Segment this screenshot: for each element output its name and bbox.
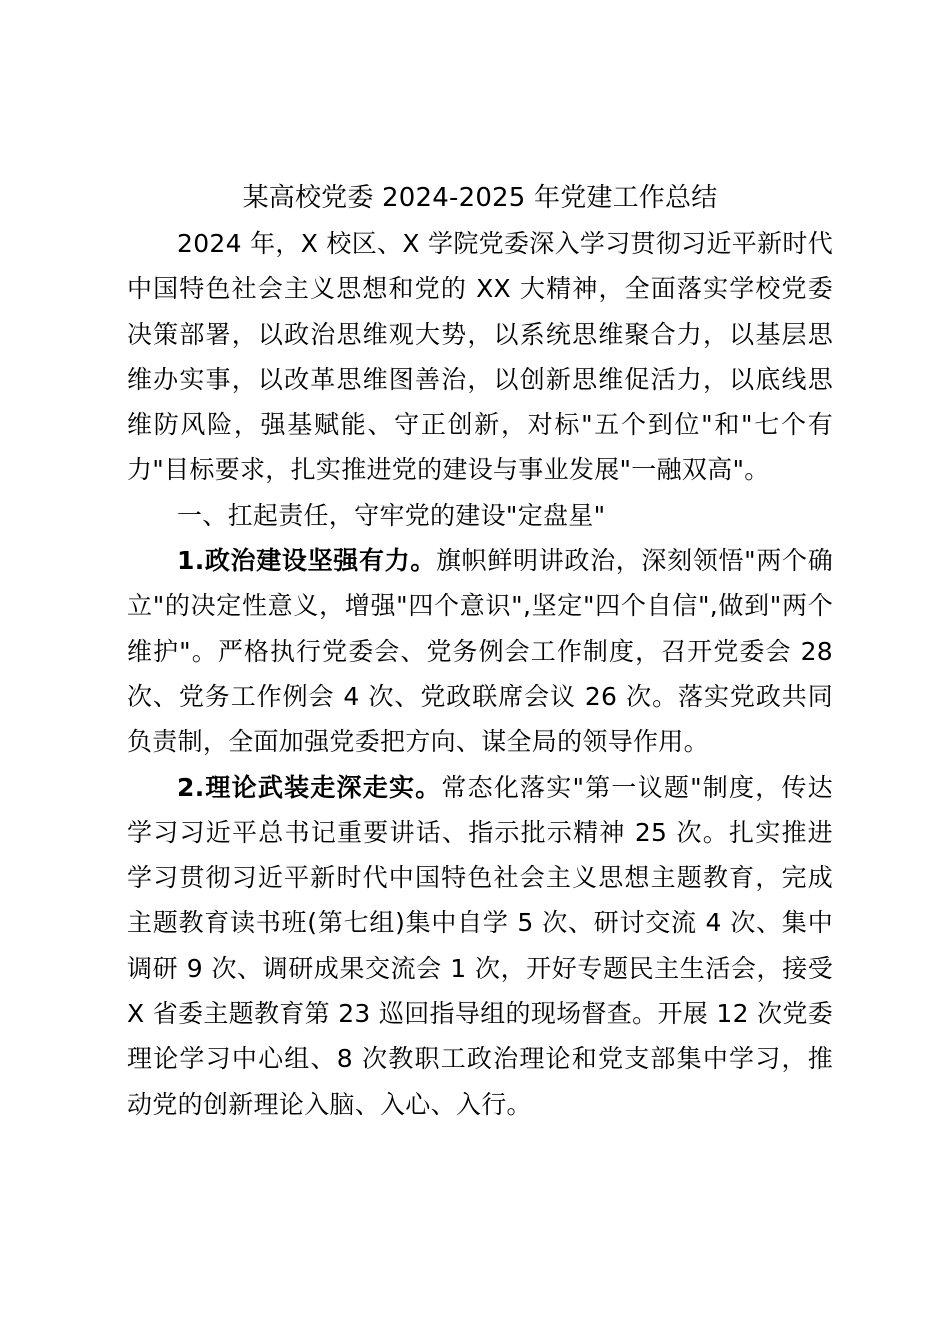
intro-paragraph: 2024 年，X 校区、X 学院党委深入学习贯彻习近平新时代中国特色社会主义思想和党的 XX 大精神，全面落实学校党委决策部署，以政治思维观大势，以系统思维聚合力，以基层思维办实事，以改革思维图善治，以创新思维促活力，以底线思维防风险，强基赋能、守正创新，对标"五个到位"和"七个有力"目标要求，扎实推进党的建设与事业发展"一融双高"。 — [127, 229, 833, 485]
item-body-2: 常态化落实"第一议题"制度，传达学习习近平总书记重要讲话、指示批示精神 25 次。扎实推进学习贯彻习近平新时代中国特色社会主义思想主题教育，完成主题教育读书班(第七组)集中自学 5 次、研讨交流 4 次、集中调研 9 次、调研成果交流会 1 次，开好专题民主生活会，接受 X 省委主题教育第 23 巡回指导组的现场督查。开展 12 次党委理论学习中心组、8 次教职工政治理论和党支部集中学习，推动党的创新理论入脑、入心、入行。 — [127, 772, 833, 1119]
item-lead-1: 1.政治建设坚强有力。 — [177, 546, 436, 576]
item-paragraph-1 — [127, 538, 833, 764]
document-body — [127, 176, 833, 1127]
item-paragraph-2 — [127, 765, 833, 1127]
item-lead-2: 2.理论武装走深走实。 — [177, 772, 442, 802]
document-title: 某高校党委 2024-2025 年党建工作总结 — [242, 183, 718, 213]
item-body-1: 旗帜鲜明讲政治，深刻领悟"两个确立"的决定性意义，增强"四个意识",坚定"四个自信",做到"两个维护"。严格执行党委会、党务例会工作制度，召开党委会 28 次、党务工作例会 4 次、党政联席会议 26 次。落实党政共同负责制，全面加强党委把方向、谋全局的领导作用。 — [127, 546, 833, 757]
section-heading-1: 一、扛起责任，守牢党的建设"定盘星" — [177, 500, 606, 530]
